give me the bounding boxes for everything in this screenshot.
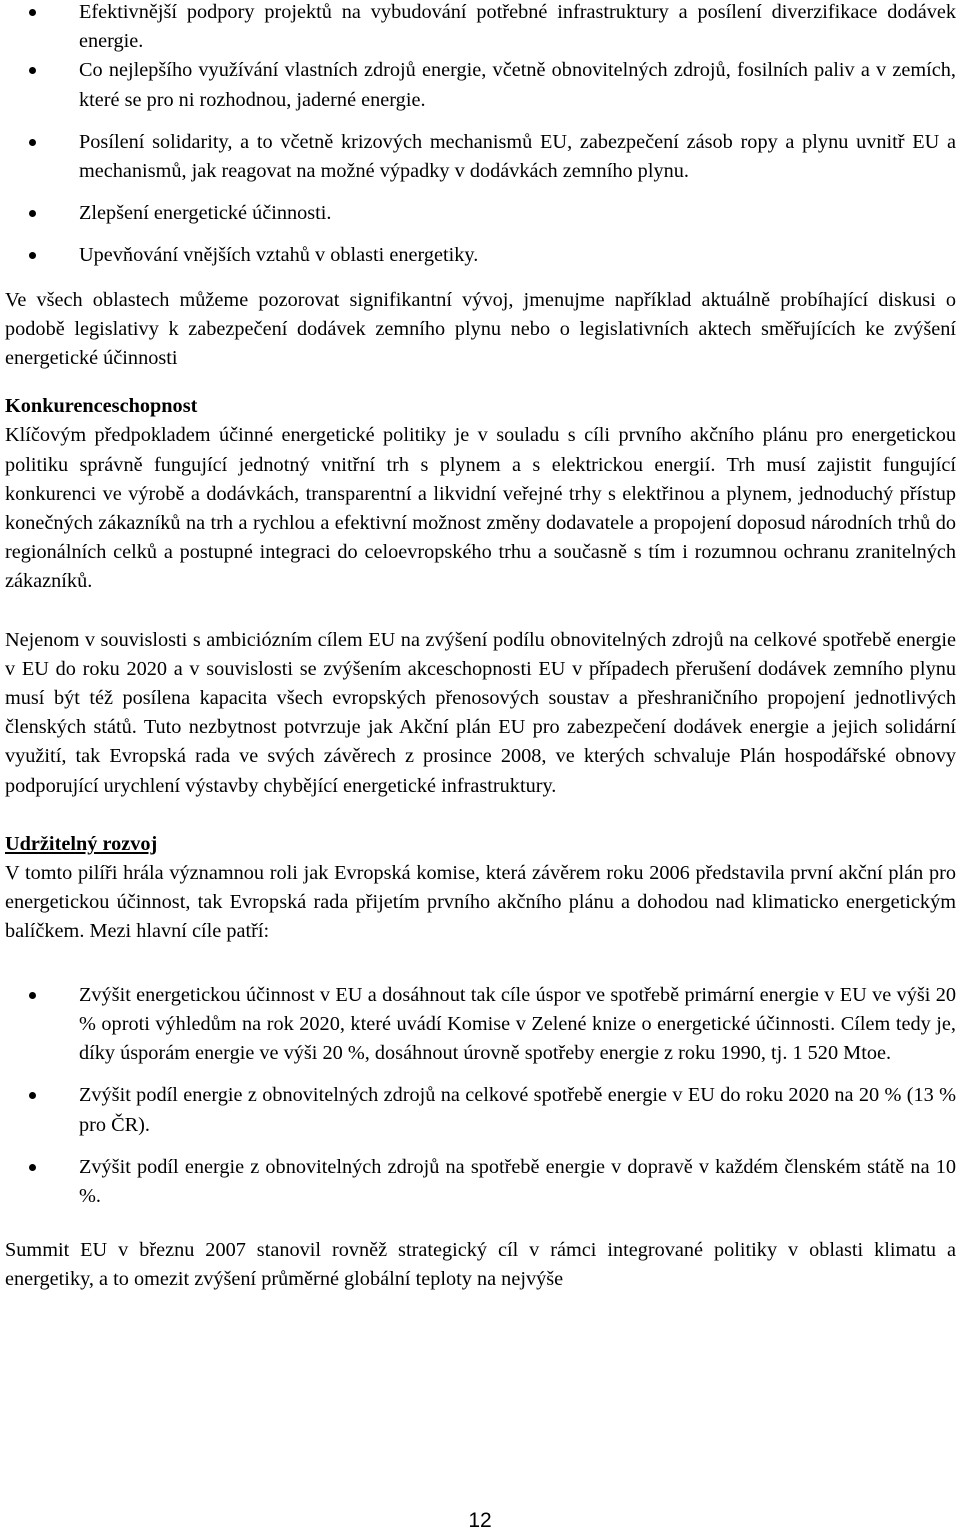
page-number: 12 (468, 1509, 492, 1532)
list-item: Efektivnější podpory projektů na vybudování potřebné infrastruktury a posílení diverzifikace dodávek energie. (5, 0, 956, 56)
paragraph-development: Ve všech oblastech můžeme pozorovat signifikantní vývoj, jmenujme například aktuálně probíhající diskusi o podobě legislativy k zabezpečení dodávek zemního plynu nebo o legislativních aktech směřujících ke zvýšení energetické účinnosti (5, 288, 956, 370)
heading-sustainable-development: Udržitelný rozvoj (5, 832, 158, 855)
heading-competitiveness: Konkurenceschopnost (5, 395, 198, 418)
bullet-icon (29, 67, 36, 74)
list-item: Co nejlepšího využívání vlastních zdrojů energie, včetně obnovitelných zdrojů, fosilních paliv a v zemích, které se pro ni rozhodnou, jaderné energie. (5, 56, 956, 114)
list-item: Zvýšit energetickou účinnost v EU a dosáhnout tak cíle úspor ve spotřebě primární energie v EU ve výši 20 % oproti výhledům na rok 2020, které uvádí Komise v Zelené knize o energetické účinnosti. Cílem tedy je, díky úsporám energie ve výši 20 %, dosáhnout úrovně spotřeby energie z roku 1990, tj. 1 520 Mtoe. (5, 981, 956, 1069)
bullet-icon (29, 1092, 36, 1099)
paragraph-sustainable-development: V tomto pilíři hrála významnou roli jak Evropská komise, která závěrem roku 2006 představila první akční plán pro energetickou účinnost, tak Evropská rada přijetím prvního akčního plánu a dohodou nad klimaticko energetickým balíčkem. Mezi hlavní cíle patří: (5, 862, 956, 943)
list-item: Upevňování vnějších vztahů v oblasti energetiky. (5, 241, 956, 270)
bullet-icon (29, 9, 36, 16)
bullet-icon (29, 1164, 36, 1171)
paragraph-infrastructure: Nejenom v souvislosti s ambiciózním cílem EU na zvýšení podílu obnovitelných zdrojů na celkové spotřebě energie v EU do roku 2020 a v souvislosti se zvýšením akceschopnosti EU v případech přerušení dodávek zemního plynu musí být též posílena kapacita všech evropských přenosových soustav a přeshraničního propojení jednotlivých členských států. Tuto nezbytnost potvrzuje jak Akční plán EU pro zabezpečení dodávek energie a jejich solidární využití, tak Evropská rada ve svých závěrech z prosince 2008, ve kterých schvaluje Plán hospodářské obnovy podporující urychlení výstavby chybějící energetické infrastruktury. (5, 628, 956, 797)
list-item: Posílení solidarity, a to včetně krizových mechanismů EU, zabezpečení zásob ropy a plynu uvnitř EU a mechanismů, jak reagovat na možné výpadky v dodávkách zemního plynu. (5, 128, 956, 186)
bullet-icon (29, 139, 36, 146)
bullet-icon (29, 252, 36, 259)
list-item: Zvýšit podíl energie z obnovitelných zdrojů na spotřebě energie v dopravě v každém členském státě na 10 %. (5, 1153, 956, 1211)
document-page (5, 0, 956, 1295)
list-item: Zvýšit podíl energie z obnovitelných zdrojů na celkové spotřebě energie v EU do roku 2020 na 20 % (13 % pro ČR). (5, 1081, 956, 1139)
bullet-icon (29, 210, 36, 217)
list-item: Zlepšení energetické účinnosti. (5, 199, 956, 228)
paragraph-summit: Summit EU v březnu 2007 stanovil rovněž strategický cíl v rámci integrované politiky v oblasti klimatu a energetiky, a to omezit zvýšení průměrné globální teploty na nejvýše (5, 1239, 956, 1291)
bullet-list-goals (5, 981, 956, 1211)
bullet-list-policy (5, 0, 956, 271)
paragraph-competitiveness: Klíčovým předpokladem účinné energetické politiky je v souladu s cíli prvního akčního plánu pro energetickou politiku správně fungující jednotný vnitřní trh s plynem a s elektrickou energií. Trh musí zajistit fungující konkurenci ve výrobě a dodávkách, transparentní a likvidní veřejné trhy s elektřinou a plynem, jednoduchý přístup konečných zákazníků na trh a rychlou a efektivní možnost změny dodavatele a propojení doposud národních trhů do regionálních celků a postupné integraci do celoevropského trhu a současně s tím i rozumnou ochranu zranitelných zákazníků. (5, 424, 956, 593)
bullet-icon (29, 992, 36, 999)
